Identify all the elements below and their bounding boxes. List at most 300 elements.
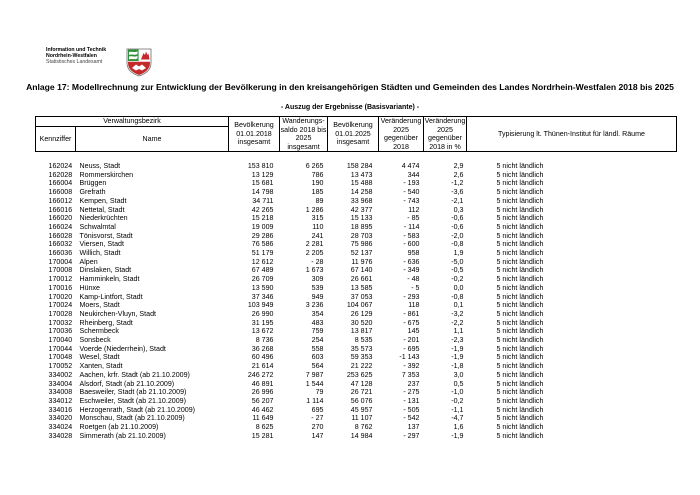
cell-name: Willich, Stadt xyxy=(79,249,121,258)
cell-veraenderung: 118 xyxy=(408,301,420,310)
header-name: Name xyxy=(76,126,229,151)
cell-veraenderung-prozent: -2,2 xyxy=(451,318,464,327)
cell-bevoelkerung-2025: 30 520 xyxy=(350,318,373,327)
cell-veraenderung: - 131 xyxy=(403,396,420,405)
cell-name: Hamminkeln, Stadt xyxy=(79,275,140,284)
cell-veraenderung: - 275 xyxy=(403,388,420,397)
table-row xyxy=(36,397,677,406)
cell-name: Simmerath (ab 21.10.2009) xyxy=(79,431,166,440)
header-kennziffer: Kennziffer xyxy=(36,126,76,151)
cell-typisierung: 5 nicht ländlich xyxy=(496,327,544,336)
cell-name: Grefrath xyxy=(79,188,106,197)
cell-bevoelkerung-2025: 11 107 xyxy=(351,414,373,423)
cell-typisierung: 5 nicht ländlich xyxy=(496,170,544,179)
table-row xyxy=(36,197,677,206)
cell-veraenderung-prozent: -1,1 xyxy=(451,405,464,414)
cell-typisierung: 5 nicht ländlich xyxy=(496,423,544,432)
cell-wanderungssaldo: 315 xyxy=(311,214,324,223)
header-wanderungssaldo: Wanderungs-saldo 2018 bis 2025 insgesamt xyxy=(280,117,327,151)
cell-typisierung: 5 nicht ländlich xyxy=(496,196,544,205)
cell-veraenderung: - 505 xyxy=(403,405,420,414)
table-row xyxy=(36,432,677,441)
cell-bevoelkerung-2025: 67 140 xyxy=(350,266,373,275)
cell-typisierung: 5 nicht ländlich xyxy=(496,266,544,275)
cell-veraenderung-prozent: -2,0 xyxy=(451,231,464,240)
header-veraenderung: Veränderung 2025 gegenüber 2018 xyxy=(379,117,424,152)
cell-veraenderung: - 542 xyxy=(403,414,420,423)
cell-typisierung: 5 nicht ländlich xyxy=(496,214,544,223)
cell-kennziffer: 166024 xyxy=(48,222,73,231)
cell-veraenderung: -1 143 xyxy=(399,353,420,362)
cell-name: Eschweiler, Stadt (ab 21.10.2009) xyxy=(79,396,186,405)
cell-kennziffer: 170044 xyxy=(48,344,73,353)
cell-name: Roetgen (ab 21.10.2009) xyxy=(79,423,159,432)
cell-veraenderung: - 695 xyxy=(403,344,420,353)
cell-wanderungssaldo: 603 xyxy=(311,353,324,362)
cell-kennziffer: 334012 xyxy=(48,396,73,405)
table-row xyxy=(36,336,677,345)
cell-bevoelkerung-2025: 15 133 xyxy=(350,214,373,223)
cell-name: Voerde (Niederrhein), Stadt xyxy=(79,344,166,353)
cell-veraenderung: - 297 xyxy=(403,431,420,440)
cell-bevoelkerung-2025: 21 222 xyxy=(350,362,373,371)
cell-veraenderung-prozent: -0,5 xyxy=(451,266,464,275)
header-veraenderung-prozent: Veränderung 2025 gegenüber 2018 in % xyxy=(424,117,466,151)
cell-typisierung: 5 nicht ländlich xyxy=(496,188,544,197)
cell-wanderungssaldo: 1 286 xyxy=(305,205,324,214)
cell-typisierung: 5 nicht ländlich xyxy=(496,318,544,327)
cell-typisierung: 5 nicht ländlich xyxy=(496,257,544,266)
cell-name: Hünxe xyxy=(79,283,101,292)
cell-kennziffer: 334004 xyxy=(48,379,73,388)
cell-bevoelkerung-2025: 28 703 xyxy=(350,231,373,240)
cell-typisierung: 5 nicht ländlich xyxy=(496,344,544,353)
cell-kennziffer: 170028 xyxy=(48,309,73,318)
itnrw-logo xyxy=(46,47,186,77)
table-row xyxy=(36,188,677,197)
cell-veraenderung: 7 353 xyxy=(401,370,420,379)
cell-kennziffer: 166036 xyxy=(48,249,73,258)
cell-bevoelkerung-2018: 15 218 xyxy=(251,214,274,223)
cell-veraenderung: 344 xyxy=(407,170,420,179)
cell-veraenderung: 137 xyxy=(407,423,420,432)
cell-wanderungssaldo: 1 544 xyxy=(305,379,324,388)
cell-veraenderung-prozent: -0,6 xyxy=(451,214,464,223)
cell-wanderungssaldo: 3 236 xyxy=(305,301,324,310)
cell-bevoelkerung-2025: 14 258 xyxy=(350,188,373,197)
cell-bevoelkerung-2018: 67 489 xyxy=(251,266,274,275)
cell-typisierung: 5 nicht ländlich xyxy=(496,249,544,258)
cell-bevoelkerung-2025: 18 895 xyxy=(350,222,373,231)
cell-bevoelkerung-2018: 13 590 xyxy=(251,283,274,292)
table-row xyxy=(36,162,677,171)
cell-veraenderung: - 583 xyxy=(403,231,420,240)
cell-veraenderung-prozent: 1,6 xyxy=(453,423,464,432)
cell-veraenderung: 145 xyxy=(407,327,420,336)
cell-bevoelkerung-2025: 26 721 xyxy=(350,388,373,397)
cell-veraenderung-prozent: -0,6 xyxy=(451,222,464,231)
cell-name: Schwalmtal xyxy=(79,222,116,231)
cell-typisierung: 5 nicht ländlich xyxy=(496,370,544,379)
cell-name: Sonsbeck xyxy=(79,336,111,345)
cell-bevoelkerung-2025: 47 128 xyxy=(350,379,373,388)
cell-wanderungssaldo: 2 281 xyxy=(305,240,324,249)
table-row xyxy=(36,266,677,275)
cell-veraenderung: - 861 xyxy=(403,309,420,318)
cell-typisierung: 5 nicht ländlich xyxy=(496,362,544,371)
cell-wanderungssaldo: - 27 xyxy=(311,414,324,423)
cell-name: Viersen, Stadt xyxy=(79,240,124,249)
cell-typisierung: 5 nicht ländlich xyxy=(496,309,544,318)
cell-bevoelkerung-2018: 42 265 xyxy=(251,205,274,214)
cell-name: Xanten, Stadt xyxy=(79,362,123,371)
cell-bevoelkerung-2018: 13 672 xyxy=(251,327,274,336)
cell-name: Aachen, krfr. Stadt (ab 21.10.2009) xyxy=(79,370,190,379)
table-row xyxy=(36,380,677,389)
cell-kennziffer: 166012 xyxy=(48,196,73,205)
cell-wanderungssaldo: 110 xyxy=(312,222,324,231)
cell-typisierung: 5 nicht ländlich xyxy=(496,205,544,214)
cell-veraenderung-prozent: -2,1 xyxy=(451,196,464,205)
cell-typisierung: 5 nicht ländlich xyxy=(496,231,544,240)
cell-bevoelkerung-2018: 15 281 xyxy=(251,431,274,440)
table-row xyxy=(36,258,677,267)
cell-wanderungssaldo: 695 xyxy=(311,405,324,414)
table-row xyxy=(36,223,677,232)
table-row xyxy=(36,406,677,415)
header-bevoelkerung-2025: Bevölkerung 01.01.2025 insgesamt xyxy=(328,117,379,152)
cell-kennziffer: 166028 xyxy=(48,231,73,240)
cell-veraenderung: - 636 xyxy=(403,257,420,266)
cell-bevoelkerung-2018: 26 990 xyxy=(251,309,274,318)
cell-wanderungssaldo: 254 xyxy=(311,336,324,345)
cell-name: Brüggen xyxy=(79,179,107,188)
cell-kennziffer: 334008 xyxy=(48,388,73,397)
cell-veraenderung-prozent: 0,3 xyxy=(453,205,464,214)
cell-bevoelkerung-2018: 60 496 xyxy=(251,353,274,362)
cell-bevoelkerung-2018: 51 179 xyxy=(251,249,274,258)
cell-kennziffer: 334028 xyxy=(48,431,73,440)
cell-bevoelkerung-2018: 8 625 xyxy=(255,423,274,432)
cell-bevoelkerung-2025: 26 661 xyxy=(350,275,373,284)
cell-bevoelkerung-2025: 13 817 xyxy=(350,327,373,336)
cell-bevoelkerung-2025: 13 473 xyxy=(350,170,373,179)
table-row xyxy=(36,388,677,397)
cell-wanderungssaldo: 564 xyxy=(311,362,324,371)
cell-typisierung: 5 nicht ländlich xyxy=(496,162,544,170)
cell-bevoelkerung-2025: 8 762 xyxy=(354,423,373,432)
cell-bevoelkerung-2018: 11 649 xyxy=(252,414,274,423)
cell-bevoelkerung-2025: 75 986 xyxy=(350,240,373,249)
cell-name: Rheinberg, Stadt xyxy=(79,318,133,327)
cell-veraenderung-prozent: 0,0 xyxy=(453,283,464,292)
table-row xyxy=(36,327,677,336)
logo-line-2: Nordrhein-Westfalen xyxy=(46,53,97,60)
cell-veraenderung-prozent: 1,9 xyxy=(453,249,464,258)
cell-wanderungssaldo: 6 265 xyxy=(305,162,324,170)
cell-bevoelkerung-2025: 15 488 xyxy=(350,179,373,188)
cell-wanderungssaldo: 309 xyxy=(311,275,324,284)
cell-wanderungssaldo: 1 673 xyxy=(305,266,324,275)
cell-veraenderung: - 201 xyxy=(403,336,420,345)
cell-bevoelkerung-2018: 56 207 xyxy=(251,396,274,405)
cell-kennziffer: 166032 xyxy=(48,240,73,249)
cell-veraenderung-prozent: -1,9 xyxy=(451,344,464,353)
cell-veraenderung: 112 xyxy=(408,205,420,214)
cell-kennziffer: 170024 xyxy=(48,301,73,310)
cell-bevoelkerung-2018: 34 711 xyxy=(252,196,274,205)
cell-bevoelkerung-2025: 35 573 xyxy=(350,344,373,353)
cell-veraenderung: - 293 xyxy=(403,292,420,301)
table-row xyxy=(36,275,677,284)
cell-wanderungssaldo: 539 xyxy=(311,283,324,292)
cell-name: Kempen, Stadt xyxy=(79,196,127,205)
cell-veraenderung: - 349 xyxy=(403,266,420,275)
cell-veraenderung-prozent: 0,5 xyxy=(453,379,464,388)
cell-typisierung: 5 nicht ländlich xyxy=(496,388,544,397)
cell-bevoelkerung-2018: 46 891 xyxy=(251,379,274,388)
cell-name: Schermbeck xyxy=(79,327,119,336)
cell-typisierung: 5 nicht ländlich xyxy=(496,179,544,188)
cell-bevoelkerung-2025: 253 625 xyxy=(346,370,373,379)
cell-typisierung: 5 nicht ländlich xyxy=(496,405,544,414)
table-row xyxy=(36,240,677,249)
cell-bevoelkerung-2025: 59 353 xyxy=(350,353,373,362)
cell-veraenderung: - 540 xyxy=(403,188,420,197)
cell-wanderungssaldo: 79 xyxy=(315,388,324,397)
cell-veraenderung: - 48 xyxy=(407,275,420,284)
cell-typisierung: 5 nicht ländlich xyxy=(496,353,544,362)
cell-kennziffer: 170036 xyxy=(48,327,73,336)
cell-veraenderung: - 743 xyxy=(403,196,420,205)
cell-kennziffer: 170004 xyxy=(48,257,73,266)
cell-veraenderung-prozent: -1,9 xyxy=(451,353,464,362)
table-row xyxy=(36,310,677,319)
cell-veraenderung-prozent: 2,9 xyxy=(453,162,464,170)
cell-typisierung: 5 nicht ländlich xyxy=(496,414,544,423)
cell-wanderungssaldo: 89 xyxy=(315,196,324,205)
cell-bevoelkerung-2025: 14 984 xyxy=(350,431,373,440)
logo-line-1: Information und Technik xyxy=(46,47,107,53)
cell-name: Tönisvorst, Stadt xyxy=(79,231,133,240)
cell-bevoelkerung-2018: 37 346 xyxy=(251,292,274,301)
cell-veraenderung-prozent: -0,2 xyxy=(451,275,464,284)
cell-kennziffer: 334016 xyxy=(48,405,73,414)
cell-veraenderung-prozent: -1,0 xyxy=(451,388,464,397)
cell-veraenderung-prozent: -4,7 xyxy=(451,414,464,423)
cell-typisierung: 5 nicht ländlich xyxy=(496,240,544,249)
cell-kennziffer: 166004 xyxy=(48,179,73,188)
cell-name: Monschau, Stadt (ab 21.10.2009) xyxy=(79,414,185,423)
cell-bevoelkerung-2018: 21 614 xyxy=(251,362,274,371)
cell-bevoelkerung-2025: 37 053 xyxy=(350,292,373,301)
cell-bevoelkerung-2018: 12 612 xyxy=(251,257,274,266)
cell-bevoelkerung-2018: 76 586 xyxy=(251,240,274,249)
cell-kennziffer: 170012 xyxy=(48,275,73,284)
cell-wanderungssaldo: 558 xyxy=(311,344,324,353)
cell-name: Nettetal, Stadt xyxy=(79,205,125,214)
cell-bevoelkerung-2018: 46 462 xyxy=(251,405,274,414)
cell-name: Neukirchen-Vluyn, Stadt xyxy=(79,309,156,318)
header-verwaltungsbezirk: Verwaltungsbezirk xyxy=(36,117,229,127)
cell-veraenderung: 237 xyxy=(407,379,420,388)
cell-bevoelkerung-2018: 14 798 xyxy=(251,188,274,197)
cell-bevoelkerung-2018: 19 009 xyxy=(251,222,274,231)
cell-bevoelkerung-2025: 56 076 xyxy=(350,396,373,405)
logo-text xyxy=(46,47,106,66)
cell-veraenderung: - 600 xyxy=(403,240,420,249)
cell-name: Moers, Stadt xyxy=(79,301,120,310)
table-row xyxy=(36,249,677,258)
cell-veraenderung-prozent: 2,6 xyxy=(453,170,464,179)
cell-typisierung: 5 nicht ländlich xyxy=(496,283,544,292)
cell-kennziffer: 170048 xyxy=(48,353,73,362)
cell-kennziffer: 166020 xyxy=(48,214,73,223)
table-row xyxy=(36,423,677,432)
cell-kennziffer: 170040 xyxy=(48,336,73,345)
cell-typisierung: 5 nicht ländlich xyxy=(496,275,544,284)
population-table xyxy=(35,116,677,441)
cell-bevoelkerung-2025: 45 957 xyxy=(350,405,373,414)
cell-veraenderung: - 675 xyxy=(403,318,420,327)
table-row xyxy=(36,293,677,302)
cell-veraenderung: - 193 xyxy=(403,179,420,188)
cell-typisierung: 5 nicht ländlich xyxy=(496,301,544,310)
logo-line-3: Statistisches Landesamt xyxy=(46,59,103,66)
cell-name: Alsdorf, Stadt (ab 21.10.2009) xyxy=(79,379,175,388)
cell-bevoelkerung-2018: 36 268 xyxy=(251,344,274,353)
cell-veraenderung: 4 474 xyxy=(401,162,420,170)
table-body xyxy=(36,152,677,441)
table-row xyxy=(36,371,677,380)
cell-veraenderung-prozent: 3,0 xyxy=(453,370,464,379)
header-typisierung: Typisierung lt. Thünen-Institut für ländl. Räume xyxy=(467,117,677,152)
page-subtitle: - Auszug der Ergebnisse (Basisvariante) - xyxy=(280,104,420,111)
cell-wanderungssaldo: 7 987 xyxy=(305,370,324,379)
cell-kennziffer: 170052 xyxy=(48,362,73,371)
cell-kennziffer: 334020 xyxy=(48,414,73,423)
cell-wanderungssaldo: 786 xyxy=(311,170,324,179)
cell-bevoelkerung-2025: 26 129 xyxy=(350,309,373,318)
cell-bevoelkerung-2018: 153 810 xyxy=(247,162,274,170)
cell-kennziffer: 170032 xyxy=(48,318,73,327)
cell-wanderungssaldo: 483 xyxy=(311,318,324,327)
table-row xyxy=(36,206,677,215)
cell-wanderungssaldo: 241 xyxy=(311,231,324,240)
cell-veraenderung-prozent: -0,8 xyxy=(451,292,464,301)
cell-name: Alpen xyxy=(79,257,98,266)
cell-veraenderung-prozent: -0,2 xyxy=(451,396,464,405)
nrw-crest-icon xyxy=(124,47,154,77)
cell-bevoelkerung-2018: 31 195 xyxy=(251,318,274,327)
cell-name: Wesel, Stadt xyxy=(79,353,120,362)
cell-name: Herzogenrath, Stadt (ab 21.10.2009) xyxy=(79,405,196,414)
cell-veraenderung-prozent: -5,0 xyxy=(451,257,464,266)
cell-name: Neuss, Stadt xyxy=(79,162,121,170)
cell-veraenderung-prozent: -3,2 xyxy=(451,309,464,318)
table-row xyxy=(36,301,677,310)
cell-wanderungssaldo: 2 205 xyxy=(305,249,324,258)
cell-wanderungssaldo: 949 xyxy=(311,292,324,301)
cell-bevoelkerung-2018: 103 949 xyxy=(247,301,274,310)
cell-wanderungssaldo: 1 114 xyxy=(306,396,324,405)
cell-kennziffer: 166008 xyxy=(48,188,73,197)
page-title: Anlage 17: Modellrechnung zur Entwicklung der Bevölkerung in den kreisangehörigen Städten und Gemeinden des Landes Nordrhein-Westfalen 2018 bis 2025 xyxy=(26,82,674,92)
table-row xyxy=(36,284,677,293)
cell-bevoelkerung-2025: 42 377 xyxy=(350,205,373,214)
cell-name: Dinslaken, Stadt xyxy=(79,266,132,275)
cell-wanderungssaldo: 185 xyxy=(311,188,324,197)
cell-bevoelkerung-2025: 11 976 xyxy=(351,257,373,266)
header-bevoelkerung-2018: Bevölkerung 01.01.2018 insgesamt xyxy=(229,117,280,152)
cell-name: Rommerskirchen xyxy=(79,170,134,179)
cell-name: Niederkrüchten xyxy=(79,214,128,223)
table-row xyxy=(36,214,677,223)
cell-kennziffer: 162028 xyxy=(48,170,73,179)
table-row xyxy=(36,362,677,371)
cell-kennziffer: 162024 xyxy=(48,162,73,170)
cell-kennziffer: 334002 xyxy=(48,370,73,379)
cell-bevoelkerung-2018: 246 272 xyxy=(247,370,274,379)
cell-wanderungssaldo: 270 xyxy=(311,423,324,432)
cell-bevoelkerung-2025: 158 284 xyxy=(346,162,373,170)
cell-bevoelkerung-2025: 52 137 xyxy=(350,249,373,258)
cell-kennziffer: 170020 xyxy=(48,292,73,301)
cell-veraenderung: - 114 xyxy=(403,222,420,231)
cell-typisierung: 5 nicht ländlich xyxy=(496,222,544,231)
table-row xyxy=(36,179,677,188)
cell-bevoelkerung-2018: 13 129 xyxy=(251,170,274,179)
cell-veraenderung: - 5 xyxy=(411,283,420,292)
table-row xyxy=(36,319,677,328)
cell-kennziffer: 334024 xyxy=(48,423,73,432)
cell-wanderungssaldo: - 28 xyxy=(311,257,324,266)
cell-bevoelkerung-2025: 104 067 xyxy=(346,301,373,310)
cell-veraenderung: - 392 xyxy=(403,362,420,371)
cell-veraenderung-prozent: -1,2 xyxy=(451,179,464,188)
cell-name: Baesweiler, Stadt (ab 21.10.2009) xyxy=(79,388,187,397)
cell-wanderungssaldo: 759 xyxy=(311,327,324,336)
cell-kennziffer: 170016 xyxy=(48,283,73,292)
cell-typisierung: 5 nicht ländlich xyxy=(496,431,544,440)
cell-bevoelkerung-2018: 26 996 xyxy=(251,388,274,397)
cell-veraenderung: - 85 xyxy=(407,214,420,223)
cell-kennziffer: 166016 xyxy=(48,205,73,214)
cell-bevoelkerung-2018: 29 286 xyxy=(251,231,274,240)
cell-wanderungssaldo: 190 xyxy=(311,179,324,188)
cell-veraenderung-prozent: -1,9 xyxy=(451,431,464,440)
table-row xyxy=(36,171,677,180)
cell-bevoelkerung-2025: 33 968 xyxy=(350,196,373,205)
cell-typisierung: 5 nicht ländlich xyxy=(496,292,544,301)
cell-wanderungssaldo: 354 xyxy=(311,309,324,318)
table-row xyxy=(36,232,677,241)
cell-bevoelkerung-2018: 8 736 xyxy=(255,336,274,345)
table-row xyxy=(36,345,677,354)
cell-wanderungssaldo: 147 xyxy=(311,431,324,440)
cell-bevoelkerung-2018: 15 681 xyxy=(251,179,274,188)
cell-typisierung: 5 nicht ländlich xyxy=(496,336,544,345)
cell-veraenderung-prozent: -3,6 xyxy=(451,188,464,197)
cell-veraenderung-prozent: -0,8 xyxy=(451,240,464,249)
cell-veraenderung-prozent: 1,1 xyxy=(453,327,464,336)
table-row xyxy=(36,414,677,423)
cell-bevoelkerung-2025: 13 585 xyxy=(350,283,373,292)
cell-veraenderung-prozent: -2,3 xyxy=(451,336,464,345)
cell-typisierung: 5 nicht ländlich xyxy=(496,379,544,388)
cell-veraenderung: 958 xyxy=(407,249,420,258)
table-row xyxy=(36,353,677,362)
